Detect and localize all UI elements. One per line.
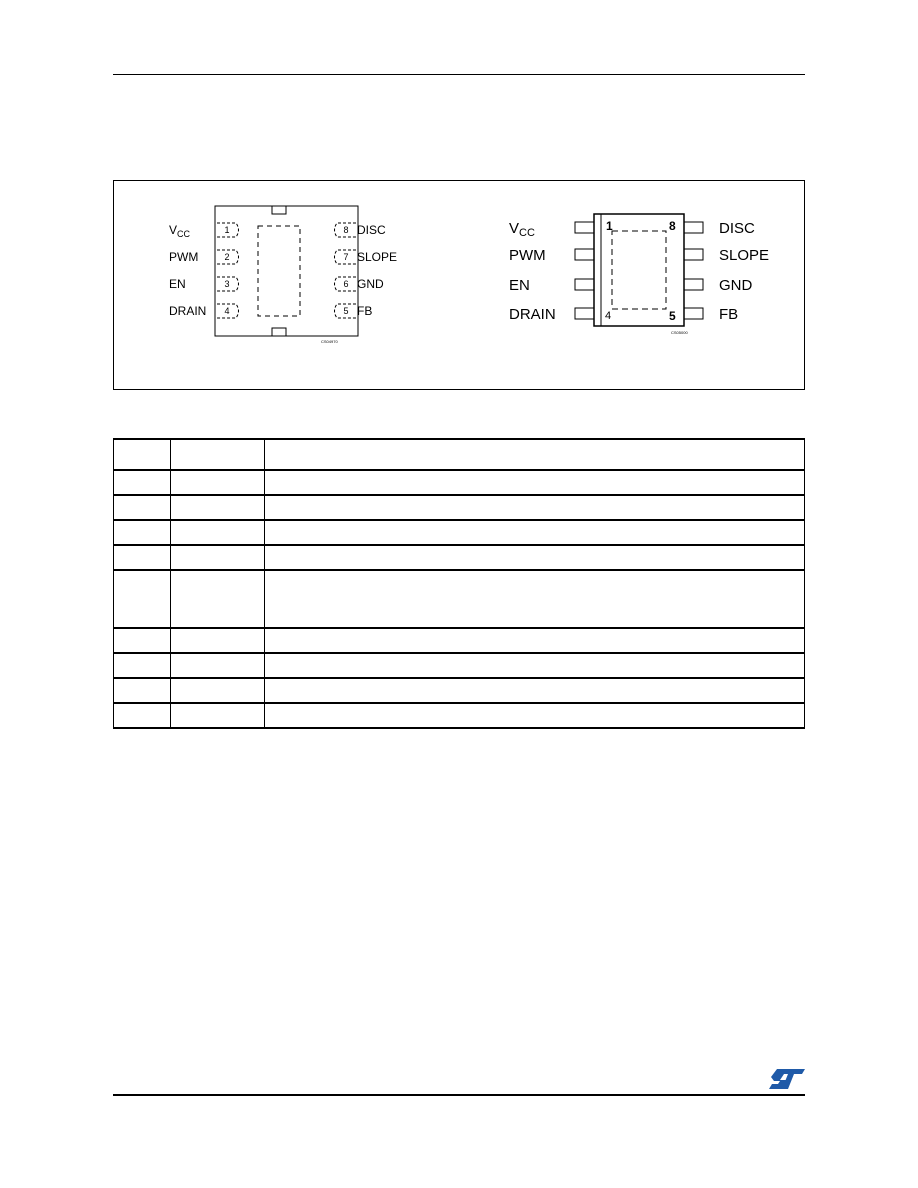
cell-description (265, 628, 805, 653)
table-row (114, 520, 805, 545)
cell-pin-name (171, 570, 265, 628)
so8-left-lead (575, 279, 594, 290)
cell-pin-number (114, 545, 171, 570)
dfn-drawing-code: CS04970 (321, 339, 338, 344)
dfn-pin-label: EN (169, 277, 186, 291)
dfn-pin-label: DRAIN (169, 304, 207, 318)
cell-pin-name (171, 628, 265, 653)
cell-pin-number (114, 495, 171, 520)
cell-description (265, 495, 805, 520)
cell-description (265, 520, 805, 545)
cell-description (265, 545, 805, 570)
pin-connection-figure (113, 180, 805, 390)
dfn-pin-number: 2 (224, 252, 230, 262)
table-row (114, 678, 805, 703)
dfn-pin-label: DISC (357, 223, 386, 237)
so8-right-lead (684, 279, 703, 290)
dfn-pin-label: $V_{CC}$ (169, 223, 191, 239)
cell-description (265, 470, 805, 495)
so8-right-lead (684, 308, 703, 319)
header-cell-pin-number (114, 439, 171, 470)
so8-left-lead (575, 222, 594, 233)
cell-pin-number (114, 653, 171, 678)
so8-pin-label: EN (509, 277, 530, 294)
cell-description (265, 703, 805, 728)
so8-pin4-number: 4 (605, 310, 612, 322)
pin-description-table (113, 438, 805, 729)
so8-pin-label: PWM (509, 247, 546, 264)
so8-pin8-number: 8 (669, 219, 676, 233)
dfn-pin-number: 8 (343, 225, 349, 235)
dfn-pin-number: 1 (224, 225, 230, 235)
dfn-pin-number: 7 (343, 252, 349, 262)
cell-pin-name (171, 703, 265, 728)
dfn-pin-number: 5 (343, 306, 349, 316)
dfn-pin-label: FB (357, 304, 373, 318)
dfn-pin-number: 6 (343, 279, 349, 289)
cell-pin-name (171, 470, 265, 495)
so8-pin1-number: 1 (606, 219, 613, 233)
dfn-exposed-pad (258, 226, 300, 316)
header-cell-description (265, 439, 805, 470)
header-rule (113, 74, 805, 75)
cell-description (265, 653, 805, 678)
dfn-pin-number: 4 (224, 306, 230, 316)
cell-pin-number (114, 520, 171, 545)
header-cell-pin-name (171, 439, 265, 470)
so8-pin-label: FB (719, 306, 739, 323)
so8-exposed-pad (612, 231, 666, 309)
table-row (114, 628, 805, 653)
so8-pin-label: $V_{CC}$ (509, 220, 535, 239)
so8-pin5-number: 5 (669, 309, 676, 323)
cell-pin-number (114, 703, 171, 728)
so8-right-lead (684, 222, 703, 233)
so8-left-lead (575, 249, 594, 260)
dfn-pin-label: PWM (169, 250, 199, 264)
so8-pin-label: DISC (719, 220, 755, 237)
pin-diagram-svg (114, 181, 804, 389)
so8-drawing-code: CS05000 (671, 330, 688, 335)
so8-pin-label: GND (719, 277, 753, 294)
cell-pin-name (171, 545, 265, 570)
cell-pin-name (171, 520, 265, 545)
table-row (114, 703, 805, 728)
table-row (114, 570, 805, 628)
table-row (114, 545, 805, 570)
cell-pin-name (171, 495, 265, 520)
cell-pin-number (114, 678, 171, 703)
table-row (114, 653, 805, 678)
cell-pin-name (171, 653, 265, 678)
cell-pin-name (171, 678, 265, 703)
dfn-pin-label: GND (357, 277, 384, 291)
so8-right-lead (684, 249, 703, 260)
cell-pin-number (114, 570, 171, 628)
dfn-top-tab (272, 206, 286, 214)
footer-rule (113, 1094, 805, 1096)
cell-description (265, 678, 805, 703)
dfn-pin-number: 3 (224, 279, 230, 289)
so8-pin-label: DRAIN (509, 306, 556, 323)
table-row (114, 470, 805, 495)
so8-package (509, 214, 769, 335)
table-header-row (114, 439, 805, 470)
cell-pin-number (114, 470, 171, 495)
dfn-bottom-tab (272, 328, 286, 336)
dfn-package (169, 206, 397, 344)
table-row (114, 495, 805, 520)
st-logo-icon (768, 1068, 806, 1090)
cell-description (265, 570, 805, 628)
so8-left-lead (575, 308, 594, 319)
dfn-pin-label: SLOPE (357, 250, 398, 264)
so8-pin-label: SLOPE (719, 247, 770, 264)
cell-pin-number (114, 628, 171, 653)
